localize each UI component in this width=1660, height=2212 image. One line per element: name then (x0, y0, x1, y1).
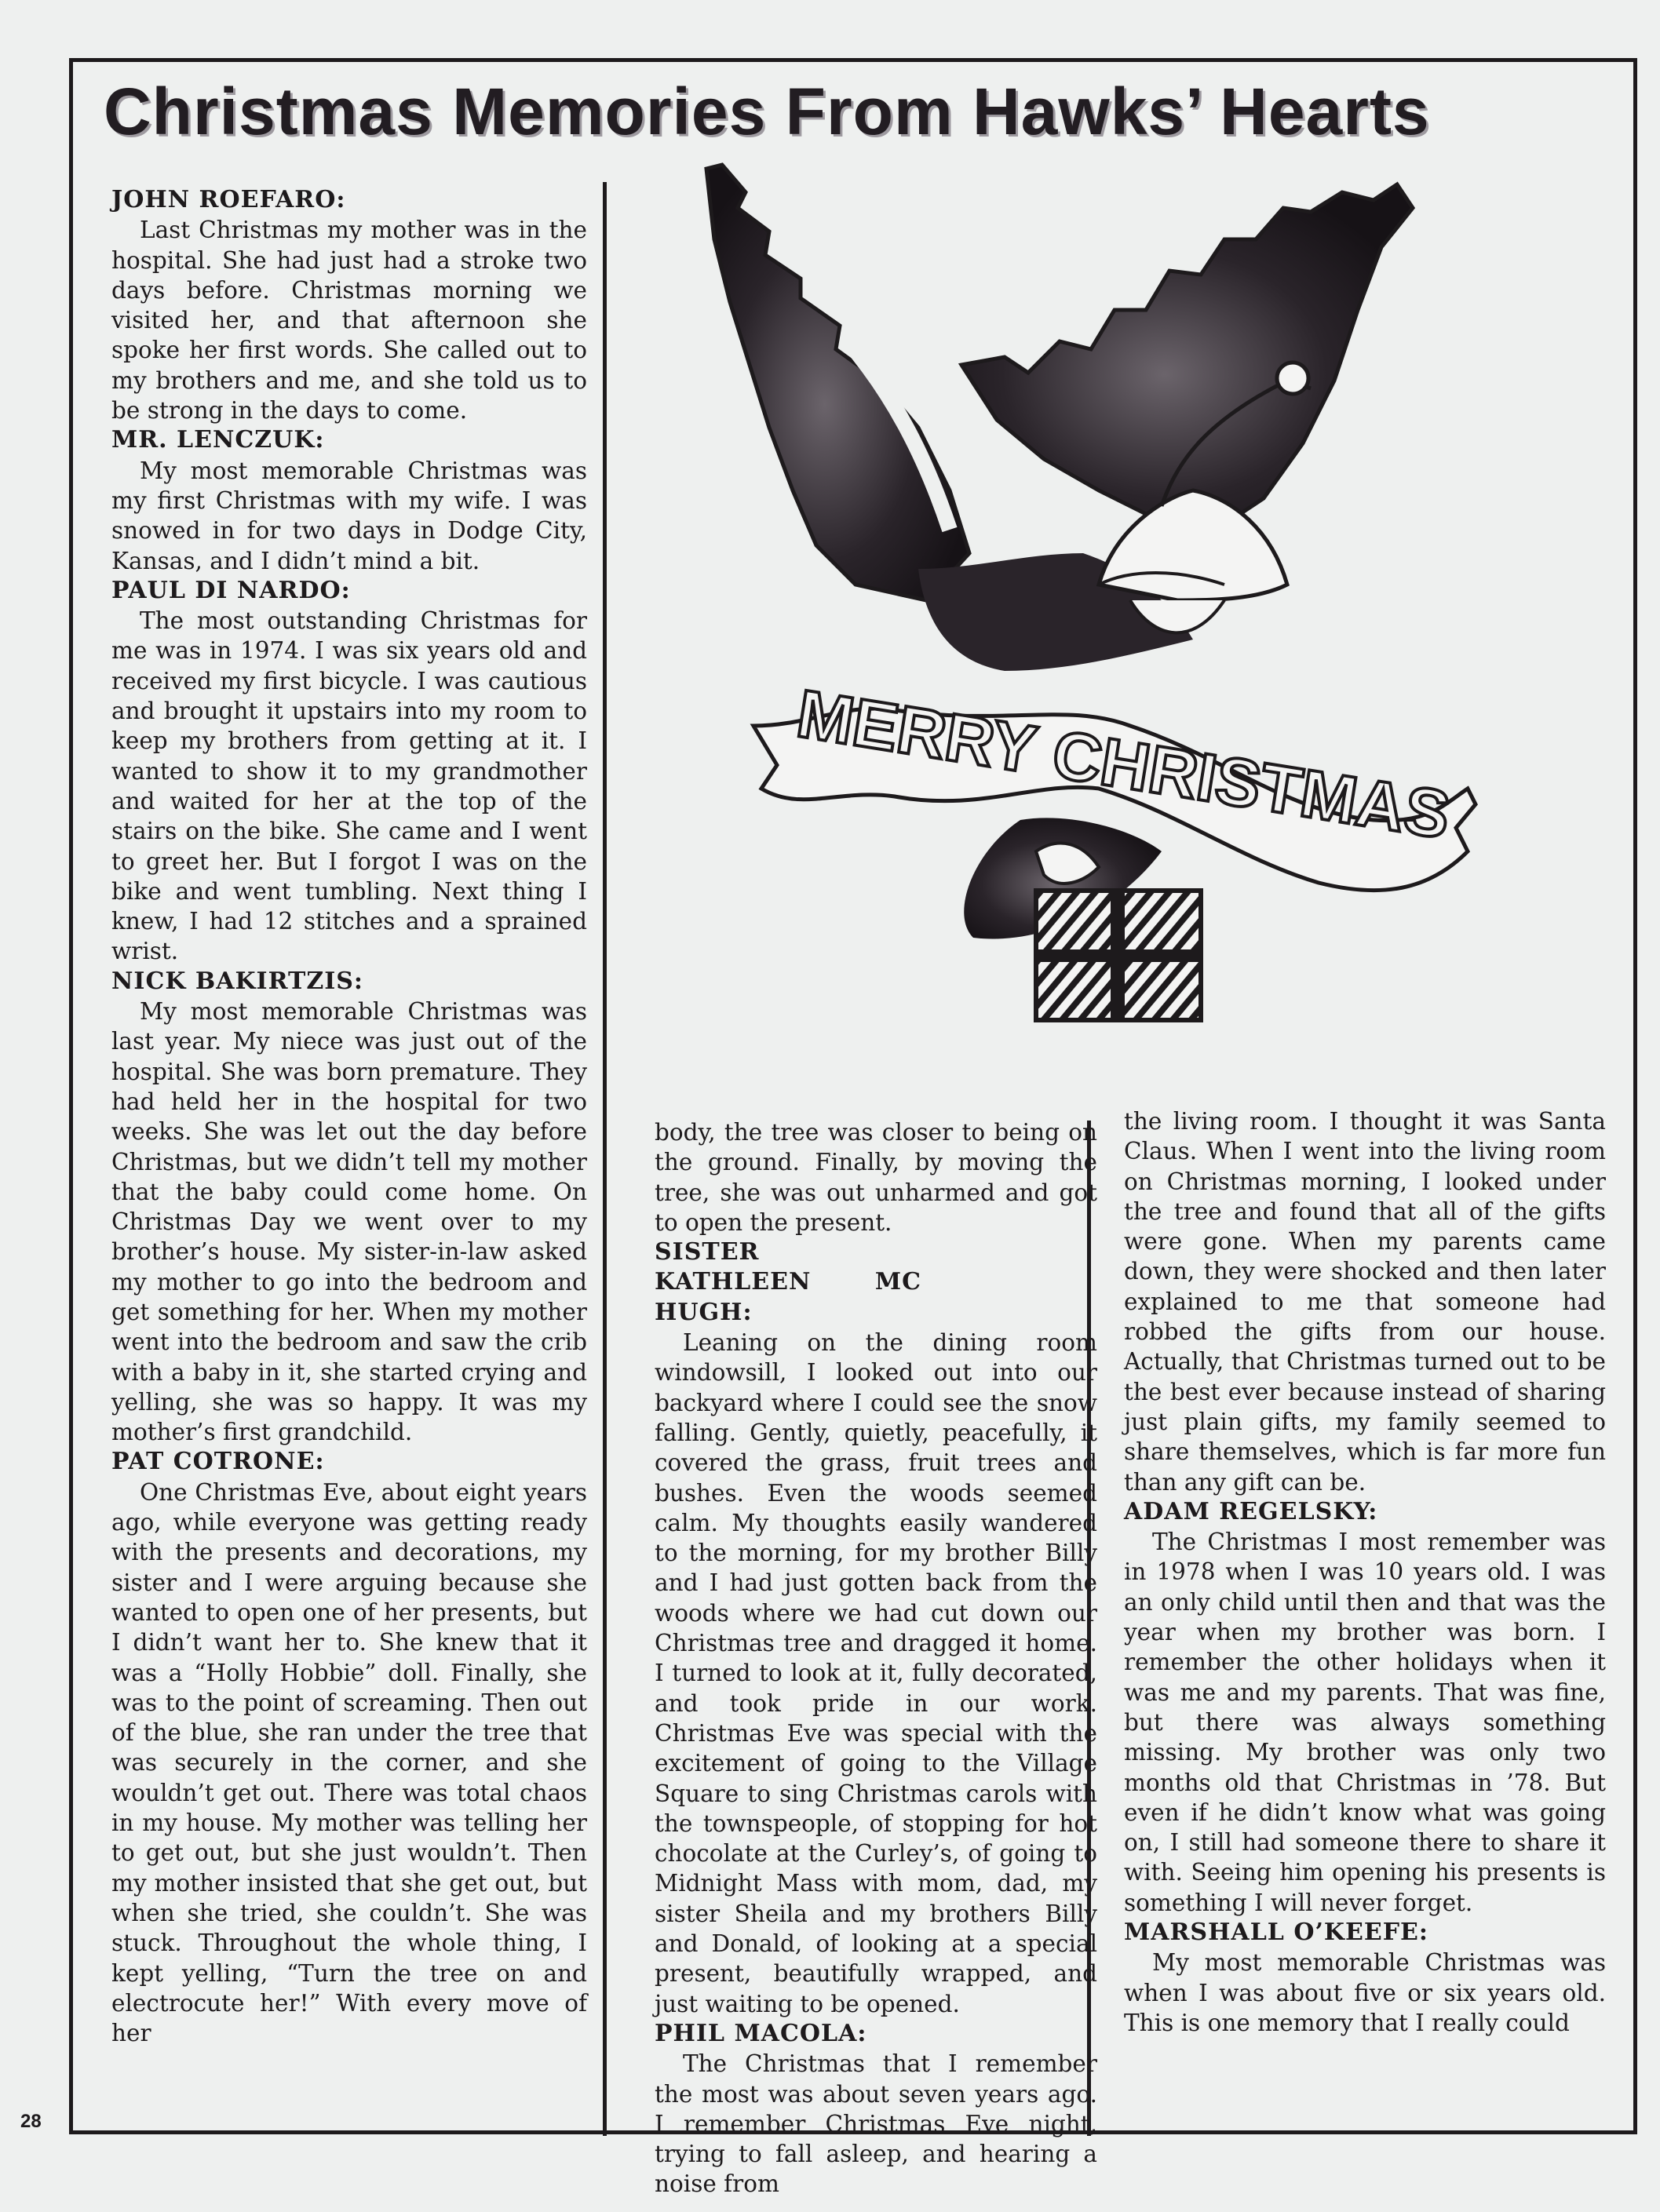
story-author: SISTER KATHLEEN MC HUGH: (655, 1238, 921, 1326)
story-author: NICK BAKIRTZIS: (111, 967, 363, 995)
story-text: My most memorable Christmas was my first Christmas with my wife. I was snowed in for two days in Dodge City, Kansas, and I didn’t mind a bit. (111, 457, 587, 574)
story-text: Leaning on the dining room windowsill, I looked out into our backyard where I could see the snow falling. Gently, quietly, peacefully, it covered the grass, fruit trees and bushes. Even the woods seemed calm. My thoughts easily wandered to the morning, for my brother Billy and I had just gotten back from the woods where we had cut down our Christmas tree and dragged it home. I turned to look at it, fully decorated, and took pride in our work. Christmas Eve was special with the excitement of going to the Village Square to sing Christmas carols with the townspeople, of stopping for hot chocolate at the Curley’s, of going to Midnight Mass with mom, dad, my sister Sheila and my brothers Billy and Donald, of looking at a special present, beautifully wrapped, and just waiting to be opened. (655, 1329, 1097, 2017)
hawk-left-wing (706, 165, 969, 600)
santa-hat-pompom (1277, 363, 1308, 394)
story-text: The most outstanding Christmas for me was in 1974. I was six years old and received my first bicycle. I was cautious and brought it upstairs into my room to keep my brothers from getting at it. I wanted to show it to my grandmother and waited for her at the top of the stairs on the bike. She came and I went to greet her. But I forgot I was on the bike and went tumbling. Next thing I knew, I had 12 stitches and a sprained wrist. (111, 607, 587, 965)
story-text: My most memorable Christmas was when I was about five or six years old. This is one memory that I really could (1124, 1949, 1606, 2036)
story-author: MR. LENCZUK: (111, 426, 325, 454)
story-text: The Christmas I most remember was in 1978 when I was 10 years old. I was an only child until then and that was the year when my brother was born. I remember the other holidays when it was me and my parents. That was fine, but there was always something missing. My brother was only two months old that Christmas in ’78. But even if he didn’t know what was going on, I still had someone there to share it with. Seeing him opening his presents is something I will never forget. (1124, 1529, 1606, 1916)
story-text: body, the tree was closer to being on the ground. Finally, by moving the tree, she was out unharmed and got to open the present. (655, 1119, 1097, 1236)
column-divider-1 (603, 182, 607, 2136)
banner-text: MERRY CHRISTMAS (792, 676, 1456, 854)
story-author: PAT COTRONE: (111, 1448, 325, 1476)
story-text: Last Christmas my mother was in the hospital. She had just had a stroke two days before. Christmas morning we visited her, and that afternoon she spoke her first words. She called out to my brothers and me, and she told us to be strong in the days to come. (111, 217, 587, 425)
story-text: The Christmas that I remember the most was about seven years ago. I remember Christmas Eve night, trying to fall asleep, and hearing a noise from (655, 2050, 1097, 2198)
story-author: PHIL MACOLA: (655, 2019, 867, 2047)
story-author: ADAM REGELSKY: (1124, 1497, 1378, 1525)
column-3 (1124, 1106, 1606, 2038)
column-1 (111, 185, 587, 2048)
story-author: JOHN ROEFARO: (111, 186, 346, 213)
story-text: the living room. I thought it was Santa Claus. When I went into the living room on Christmas morning, I looked under the tree and found that all of the gifts were gone. When my parents came down, they were shocked and then later explained to me that someone had robbed the gifts from our house. Actually, that Christmas turned out to be the best ever because instead of sharing just plain gifts, my family seemed to share themselves, which is far more fun than any gift can be. (1124, 1108, 1606, 1496)
story-text: My most memorable Christmas was last year. My niece was just out of the hospital. She was born premature. They had held her in the hospital for two weeks. She was let out the day before Christmas, but we didn’t tell my mother that the baby could come home. On Christmas Day we went over to my brother’s house. My sister-in-law asked my mother to go into the bedroom and get something for her. When my mother went into the bedroom and saw the crib with a baby in it, she started crying and yelling, she was so happy. It was my mother’s first grandchild. (111, 998, 587, 1446)
page-number: 28 (20, 2111, 42, 2132)
story-author: PAUL DI NARDO: (111, 576, 351, 604)
story-author: MARSHALL O’KEEFE: (1124, 1919, 1428, 1947)
hawk-christmas-illustration (691, 161, 1601, 1110)
santa-hat (1099, 490, 1287, 600)
column-2 (655, 1117, 1097, 2199)
story-text: One Christmas Eve, about eight years ago, while everyone was getting ready with the presents and decorations, my sister and I were arguing because she wanted to open one of her presents, but I didn’t want her to. She knew that it was a “Holly Hobbie” doll. Finally, she was to the point of screaming. Then out of the blue, she ran under the tree that was securely in the corner, and she wouldn’t get out. There was total chaos in my house. My mother was telling her to get out, but she just wouldn’t. Then my mother insisted that she get out, but when she tried, she couldn’t. She was stuck. Throughout the whole thing, I kept yelling, “Turn the tree on and electrocute her!” With every move of her (111, 1478, 587, 2047)
hawk-right-wing (961, 184, 1413, 530)
page-title: Christmas Memories From Hawks’ Hearts (104, 75, 1430, 148)
